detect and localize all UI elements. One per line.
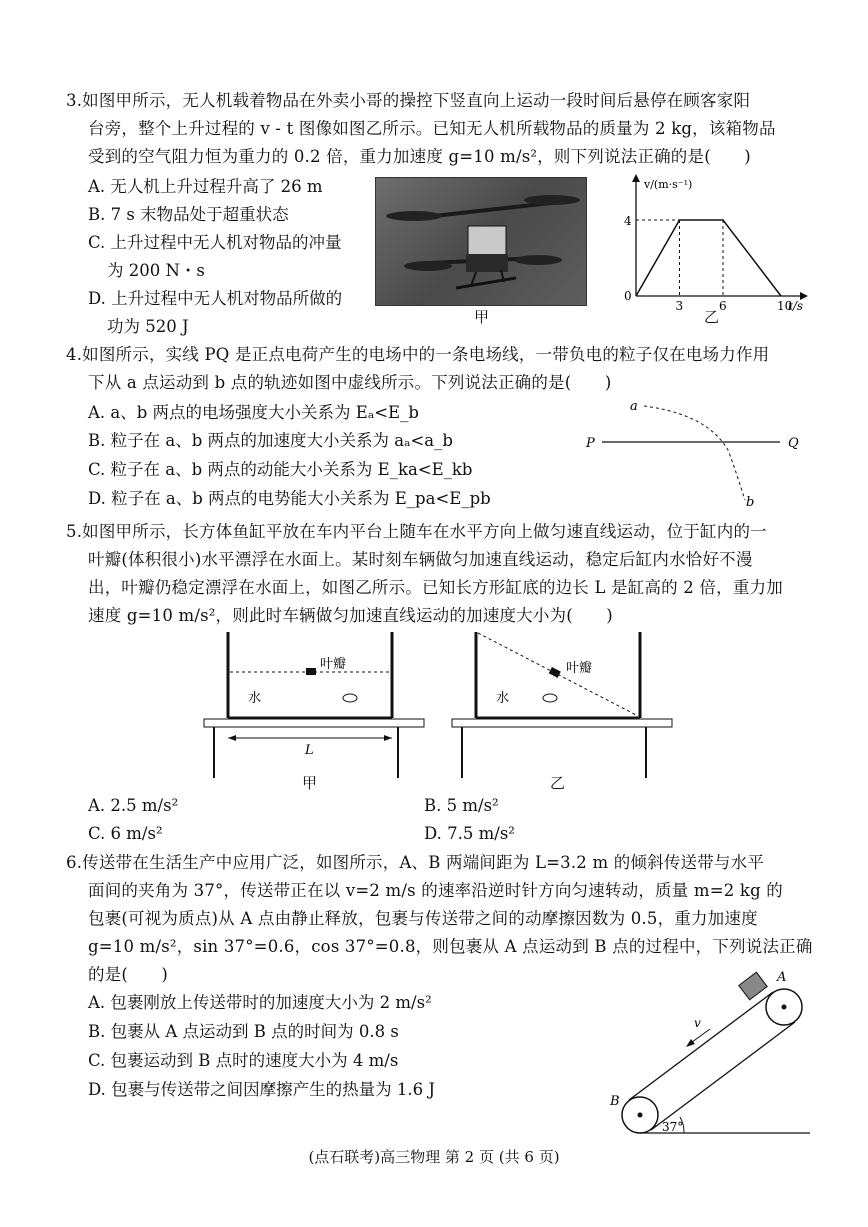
belt-upper bbox=[629, 992, 773, 1100]
t-tick-label: 3 bbox=[675, 299, 684, 313]
t-tick-label: 10 bbox=[777, 299, 793, 313]
q6-option-c: C. 包裹运动到 B 点时的速度大小为 4 m/s bbox=[88, 1051, 399, 1070]
fish-icon bbox=[343, 694, 357, 702]
length-label: L bbox=[305, 743, 314, 758]
t-tick-label: 6 bbox=[719, 299, 727, 313]
belt-lower bbox=[651, 1022, 795, 1130]
q6-stem-line3: 包裹(可视为质点)从 A 点由静止释放，包裹与传送带之间的动摩擦因数为 0.5，重力加速度 bbox=[88, 909, 758, 928]
water-label-jia: 水 bbox=[248, 691, 262, 706]
point-a-label: A bbox=[777, 970, 787, 985]
leaf bbox=[549, 667, 561, 678]
q3-option-d-cont: 功为 520 J bbox=[107, 317, 189, 336]
v-tick-4: 4 bbox=[624, 214, 632, 228]
q4-stem-line1: 4.如图所示，实线 PQ 是正点电荷产生的电场中的一条电场线，一带负电的粒子仅在电场力作用 bbox=[66, 345, 770, 364]
tank-caption-yi: 乙 bbox=[550, 774, 566, 792]
q4-option-a: A. a、b 两点的电场强度大小关系为 Eₐ<E_b bbox=[88, 403, 419, 422]
origin-label: 0 bbox=[624, 289, 632, 303]
q6-stem-line1: 6.传送带在生活生产中应用广泛，如图所示，A、B 两端间距为 L=3.2 m 的倾斜传送带与水平 bbox=[66, 853, 765, 872]
point-a-label: a bbox=[630, 399, 638, 414]
leaf bbox=[306, 668, 316, 675]
point-q-label: Q bbox=[788, 436, 799, 451]
q4-option-b: B. 粒子在 a、b 两点的加速度大小关系为 aₐ<a_b bbox=[88, 431, 453, 450]
package bbox=[739, 972, 767, 1000]
photo-caption-jia: 甲 bbox=[474, 308, 490, 326]
q4-option-c: C. 粒子在 a、b 两点的动能大小关系为 E_ka<E_kb bbox=[88, 460, 473, 479]
field-line-diagram bbox=[580, 390, 810, 515]
q4-stem-line2: 下从 a 点运动到 b 点的轨迹如图中虚线所示。下列说法正确的是( ) bbox=[88, 373, 612, 392]
page-footer: (点石联考)高三物理 第 2 页 (共 6 页) bbox=[308, 1148, 560, 1166]
q5-stem-line4: 速度 g=10 m/s²，则此时车辆做匀加速直线运动的加速度大小为( ) bbox=[88, 606, 613, 625]
q3-option-c: C. 上升过程中无人机对物品的冲量 bbox=[88, 233, 342, 252]
v-axis-arrow bbox=[632, 174, 640, 182]
q3-option-d: D. 上升过程中无人机对物品所做的 bbox=[88, 289, 343, 308]
q4-option-d: D. 粒子在 a、b 两点的电势能大小关系为 E_pa<E_pb bbox=[88, 489, 491, 508]
q5-option-b: B. 5 m/s² bbox=[424, 796, 499, 815]
q3-option-a: A. 无人机上升过程升高了 26 m bbox=[88, 177, 323, 196]
q6-option-b: B. 包裹从 A 点运动到 B 点的时间为 0.8 s bbox=[88, 1022, 399, 1041]
q3-option-c-cont: 为 200 N・s bbox=[107, 261, 205, 280]
q5-stem-line3: 出，叶瓣仍稳定漂浮在水面上，如图乙所示。已知长方形缸底的边长 L 是缸高的 2 倍，重力加 bbox=[88, 578, 783, 597]
leaf-label-yi: 叶瓣 bbox=[566, 661, 593, 676]
drone-photo bbox=[375, 177, 587, 306]
q6-option-a: A. 包裹刚放上传送带时的加速度大小为 2 m/s² bbox=[88, 993, 432, 1012]
velocity-label: v bbox=[694, 1016, 701, 1030]
tank-diagram-yi bbox=[448, 630, 678, 790]
q5-stem-line2: 叶瓣(体积很小)水平漂浮在水面上。某时刻车辆做匀加速直线运动，稳定后缸内水恰好不漫 bbox=[88, 550, 753, 569]
leaf-label-jia: 叶瓣 bbox=[320, 657, 347, 672]
vt-graph bbox=[610, 172, 810, 317]
tank-caption-jia: 甲 bbox=[302, 774, 318, 792]
point-b-label: b bbox=[746, 495, 755, 510]
t-axis-label: t/s bbox=[788, 299, 804, 313]
angle-label: 37° bbox=[662, 1120, 684, 1134]
v-axis-label: v/(m·s⁻¹) bbox=[644, 178, 693, 191]
q3-option-b: B. 7 s 末物品处于超重状态 bbox=[88, 205, 289, 224]
q5-option-d: D. 7.5 m/s² bbox=[424, 824, 515, 843]
q3-stem-line3: 受到的空气阻力恒为重力的 0.2 倍，重力加速度 g=10 m/s²，则下列说法正确的是( ) bbox=[88, 147, 751, 166]
q5-option-a: A. 2.5 m/s² bbox=[88, 796, 179, 815]
q6-stem-line5: 的是( ) bbox=[88, 965, 169, 984]
fish-icon bbox=[543, 694, 557, 702]
graph-caption-yi: 乙 bbox=[704, 308, 720, 326]
point-b-label: B bbox=[610, 1094, 620, 1109]
q5-option-c: C. 6 m/s² bbox=[88, 824, 163, 843]
q5-stem-line1: 5.如图甲所示，长方体鱼缸平放在车内平台上随车在水平方向上做匀速直线运动，位于缸内的一 bbox=[66, 522, 767, 541]
q6-stem-line4: g=10 m/s²，sin 37°=0.6，cos 37°=0.8，则包裹从 A 点运动到 B 点的过程中，下列说法正确 bbox=[88, 937, 813, 956]
conveyor-diagram bbox=[600, 965, 820, 1145]
q3-stem-line1: 3.如图甲所示，无人机载着物品在外卖小哥的操控下竖直向上运动一段时间后悬停在顾客家阳 bbox=[66, 91, 751, 110]
vt-series-line bbox=[636, 220, 781, 296]
q6-stem-line2: 面间的夹角为 37°，传送带正在以 v=2 m/s 的速率沿逆时针方向匀速转动，质量 m=2 kg 的 bbox=[88, 881, 784, 900]
q3-stem-line2: 台旁，整个上升过程的 v - t 图像如图乙所示。已知无人机所载物品的质量为 2 kg，该箱物品 bbox=[88, 119, 776, 138]
trajectory-path bbox=[644, 406, 745, 500]
q6-option-d: D. 包裹与传送带之间因摩擦产生的热量为 1.6 J bbox=[88, 1080, 435, 1099]
water-label-yi: 水 bbox=[496, 691, 510, 706]
point-p-label: P bbox=[586, 436, 595, 451]
tank-diagram-jia bbox=[200, 630, 430, 790]
